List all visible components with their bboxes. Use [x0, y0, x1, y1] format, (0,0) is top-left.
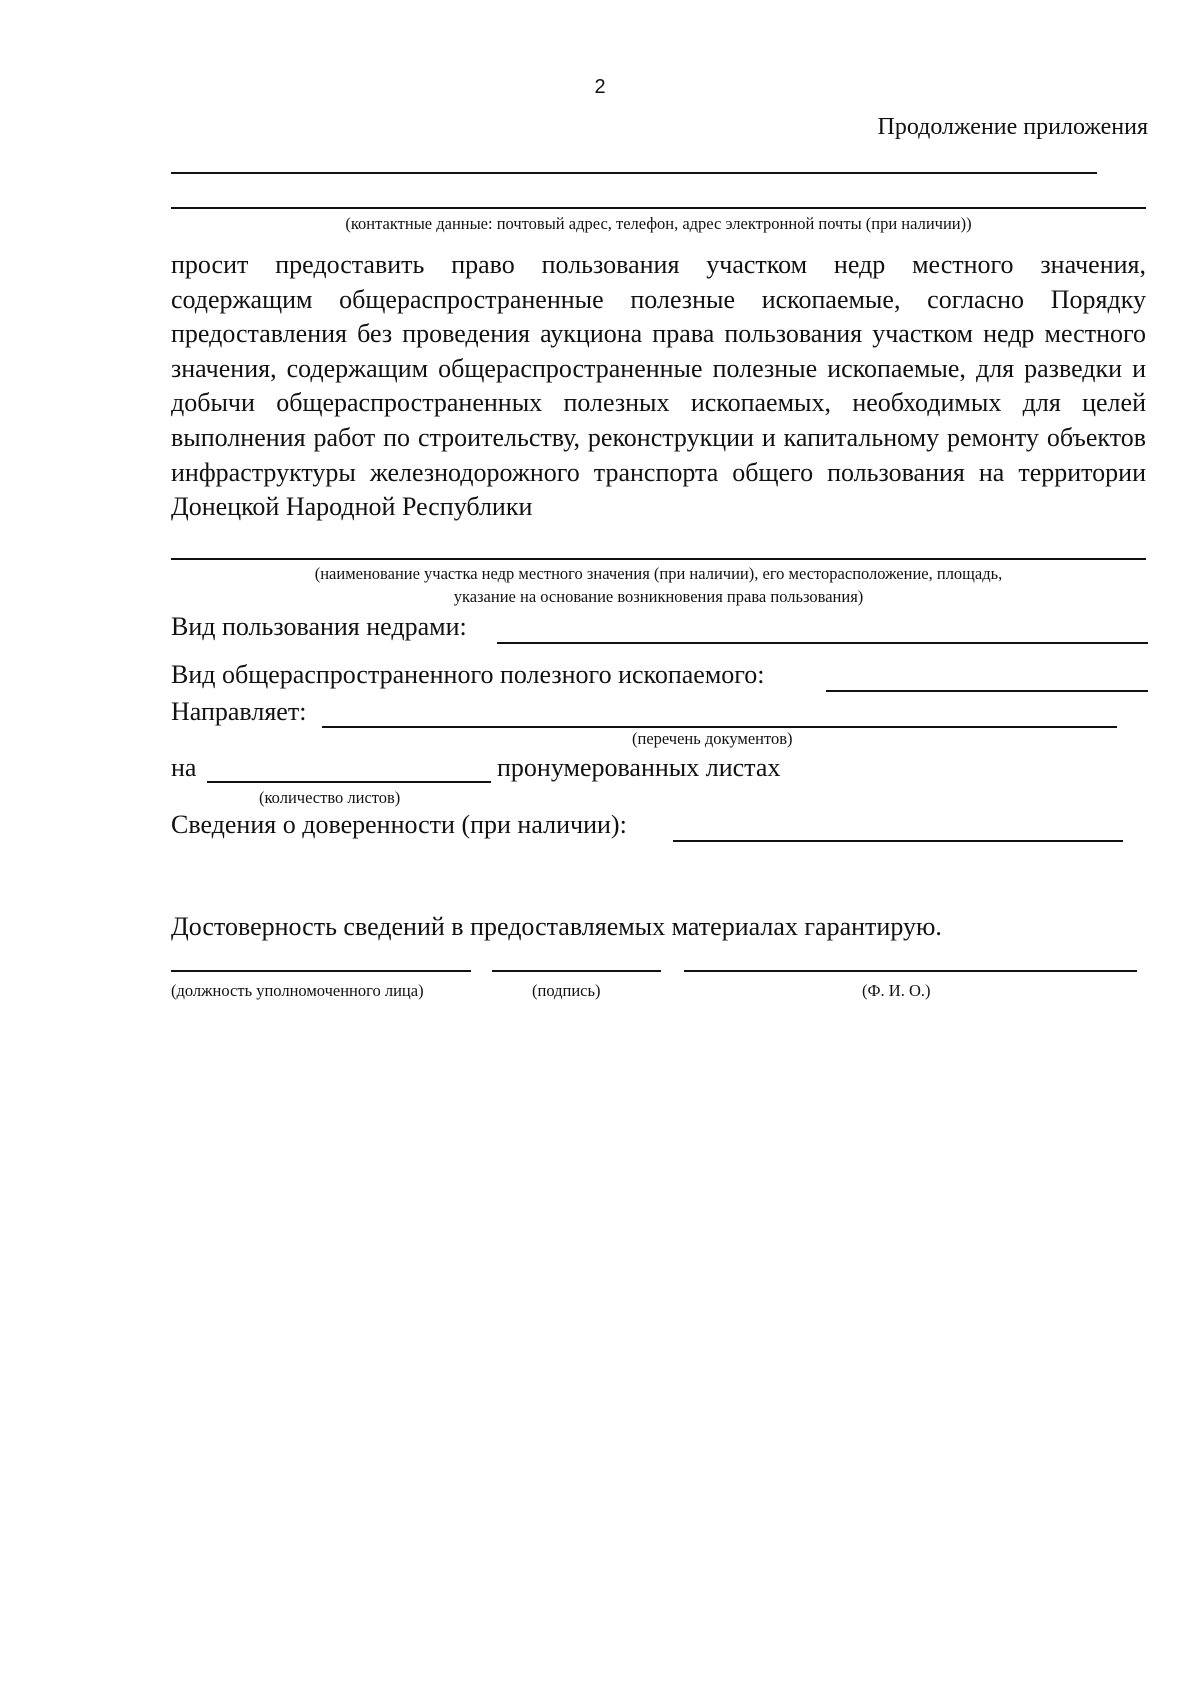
- full-name-caption: (Ф. И. О.): [862, 981, 931, 1000]
- mineral-field[interactable]: [826, 690, 1148, 692]
- sheets-count-caption: (количество листов): [259, 788, 401, 807]
- subsoil-use-field[interactable]: [497, 642, 1148, 644]
- subsoil-use-label: Вид пользования недрами:: [171, 612, 467, 641]
- power-of-attorney-label: Сведения о доверенности (при наличии):: [171, 810, 627, 839]
- on-label: на: [171, 753, 197, 782]
- sheets-count-field[interactable]: [207, 781, 491, 783]
- power-of-attorney-field[interactable]: [673, 840, 1123, 842]
- documents-field[interactable]: [322, 726, 1117, 728]
- position-caption: (должность уполномоченного лица): [171, 981, 424, 1000]
- mineral-label: Вид общераспространенного полезного ископаемого:: [171, 660, 765, 689]
- site-line[interactable]: [171, 558, 1146, 560]
- numbered-sheets-label: пронумерованных листах: [497, 753, 781, 782]
- applicant-line-1[interactable]: [171, 172, 1097, 174]
- site-caption-line1: (наименование участка недр местного значения (при наличии), его месторасположение, площадь,: [314, 564, 1003, 583]
- position-field[interactable]: [171, 970, 471, 972]
- continuation-header: Продолжение приложения: [877, 114, 1148, 140]
- site-caption-line2: указание на основание возникновения права пользования): [453, 587, 864, 606]
- signature-field[interactable]: [492, 970, 661, 972]
- signature-caption: (подпись): [532, 981, 601, 1000]
- full-name-field[interactable]: [684, 970, 1137, 972]
- contacts-line[interactable]: [171, 207, 1146, 209]
- sends-label: Направляет:: [171, 697, 307, 726]
- documents-caption: (перечень документов): [632, 729, 793, 748]
- request-paragraph: просит предоставить право пользования участком недр местного значения, содержащим общераспространенные полезные ископаемые, согласно Порядку предоставления без проведения аукциона права пользования участком недр местного значения, содержащим общераспространенные полезные ископаемые, для разведки и добычи общераспространенных полезных ископаемых, необходимых для целей выполнения работ по строительству, реконструкции и капитальному ремонту объектов инфраструктуры железнодорожного транспорта общего пользования на территории Донецкой Народной Республики: [171, 250, 1146, 522]
- contacts-caption: (контактные данные: почтовый адрес, телефон, адрес электронной почты (при наличии)): [345, 214, 972, 233]
- guarantee-text: Достоверность сведений в предоставляемых материалах гарантирую.: [171, 912, 942, 941]
- page-number: 2: [594, 76, 606, 98]
